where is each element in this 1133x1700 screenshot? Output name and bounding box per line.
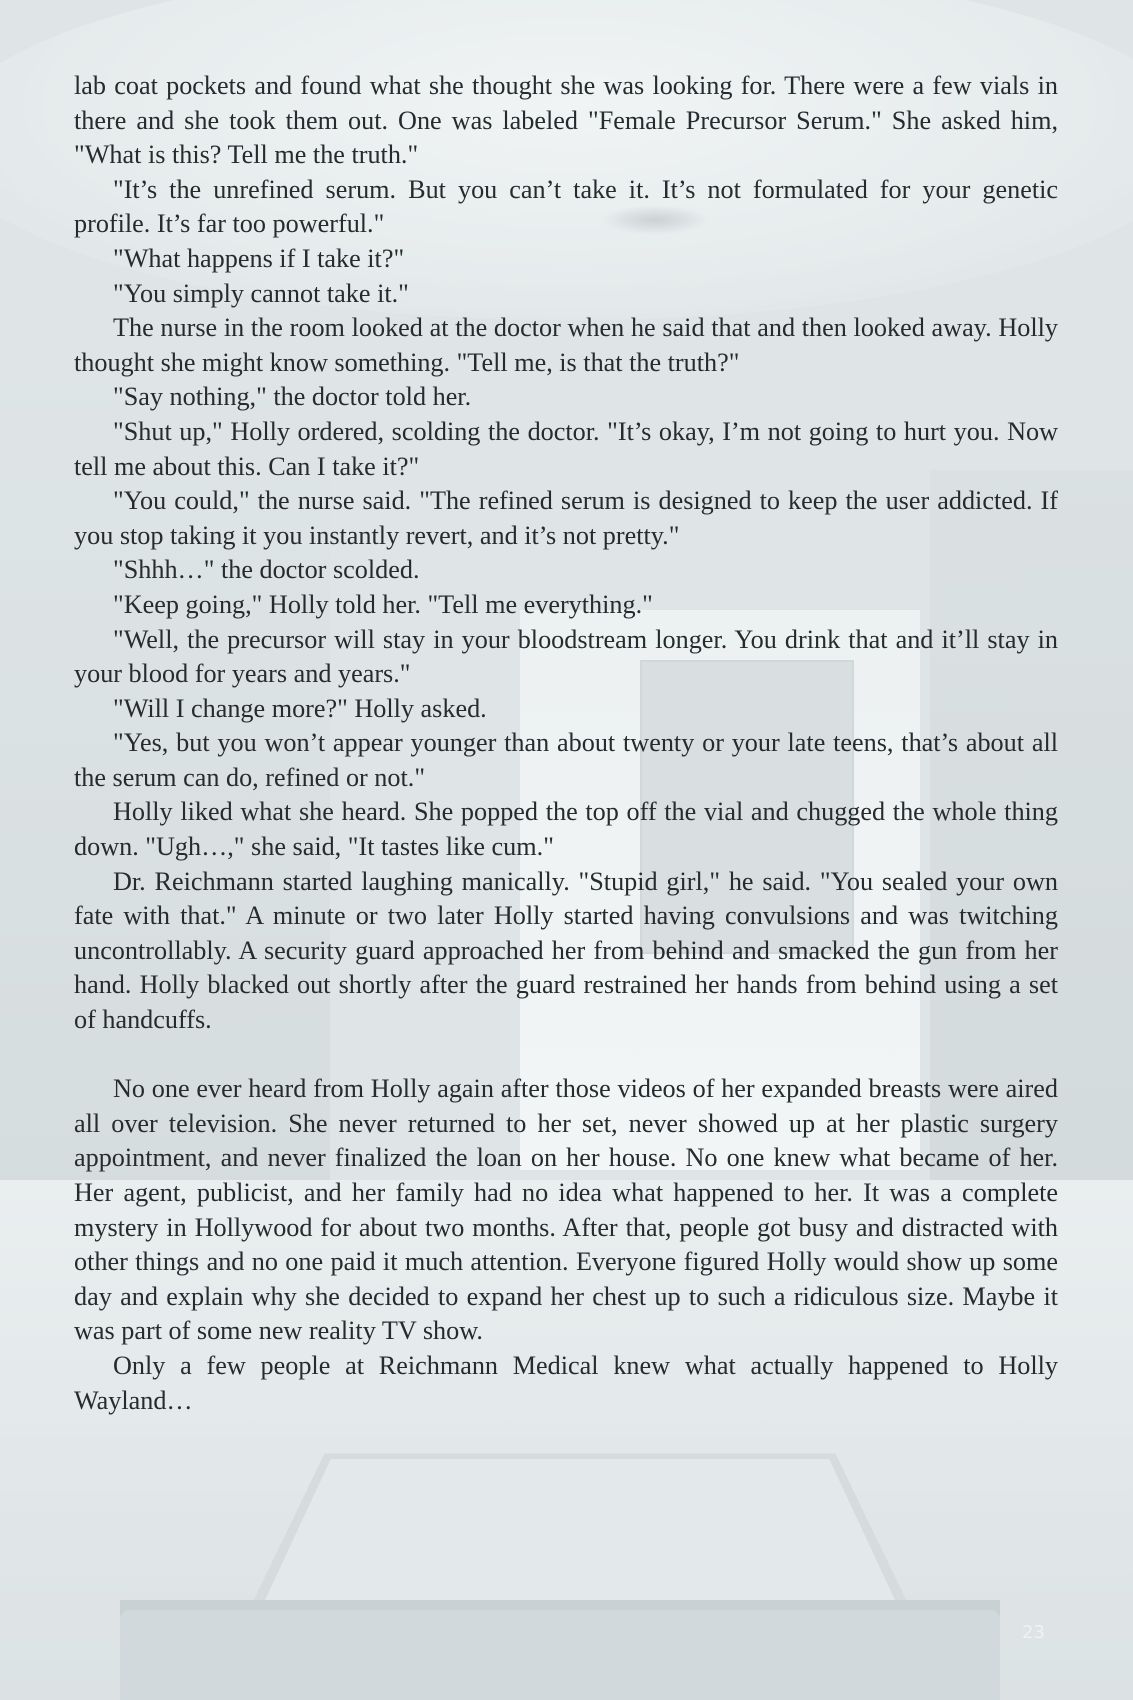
paragraph: "Keep going," Holly told her. "Tell me everything." — [113, 589, 653, 619]
paragraph: Only a few people at Reichmann Medical knew what actually happened to Holly Wayland… — [74, 1350, 1058, 1415]
paragraph: "It’s the unrefined serum. But you can’t take it. It’s not formulated for your genetic profile. It’s far too powerful." — [74, 174, 1058, 239]
page-number: 23 — [1022, 1622, 1045, 1643]
paragraph: The nurse in the room looked at the doctor when he said that and then looked away. Holly thought she might know something. "Tell me, is that the truth?" — [74, 313, 1058, 377]
paragraph: Dr. Reichmann started laughing manically. "Stupid girl," he said. "You sealed your own fate with that." A minute or two later Holly started having convulsions and was twitching uncontrollably. A security guard approached her from behind and smacked the gun from her hand. Holly blacked out shortly after the guard restrained her hands from behind using a set of handcuffs. — [74, 866, 1058, 1035]
paragraph: "Yes, but you won’t appear younger than about twenty or your late teens, that’s about all the serum can do, refined or not." — [74, 728, 1058, 792]
paragraph: Holly liked what she heard. She popped the top off the vial and chugged the whole thing down. "Ugh…," she said, "It tastes like cum." — [74, 797, 1058, 862]
paragraph: lab coat pockets and found what she thought she was looking for. There were a few vials in there and she took them out. One was labeled "Female Precursor Serum." She asked him, "What is this? Tell me the truth." — [74, 71, 1058, 170]
section-break — [74, 1038, 1058, 1073]
paragraph: "Say nothing," the doctor told her. — [113, 382, 472, 412]
paragraph: "What happens if I take it?" — [113, 243, 405, 273]
paragraph: "You simply cannot take it." — [113, 278, 409, 308]
paragraph: "Well, the precursor will stay in your bloodstream longer. You drink that and it’ll stay in your blood for years and years." — [74, 624, 1058, 689]
paragraph: "Will I change more?" Holly asked. — [113, 693, 487, 723]
paragraph: "Shut up," Holly ordered, scolding the doctor. "It’s okay, I’m not going to hurt you. Now tell me about this. Can I take it?" — [74, 416, 1058, 481]
paragraph: "Shhh…" the doctor scolded. — [113, 555, 420, 585]
paragraph: "You could," the nurse said. "The refined serum is designed to keep the user addicted. If you stop taking it you instantly revert, and it’s not pretty." — [74, 486, 1058, 550]
paragraph: No one ever heard from Holly again after those videos of her expanded breasts were aired all over television. She never returned to her set, never showed up at her plastic surgery appointment, and never finalized the loan on her house. No one knew what became of her. Her agent, publicist, and her family had no idea what happened to her. It was a complete mystery in Hollywood for about two months. After that, people got busy and distracted with other things and no one paid it much attention. Everyone figured Holly would show up some day and explain why she decided to expand her chest up to such a ridiculous size. Maybe it was part of some new reality TV show. — [74, 1074, 1058, 1346]
page-body-text — [74, 69, 1058, 1418]
